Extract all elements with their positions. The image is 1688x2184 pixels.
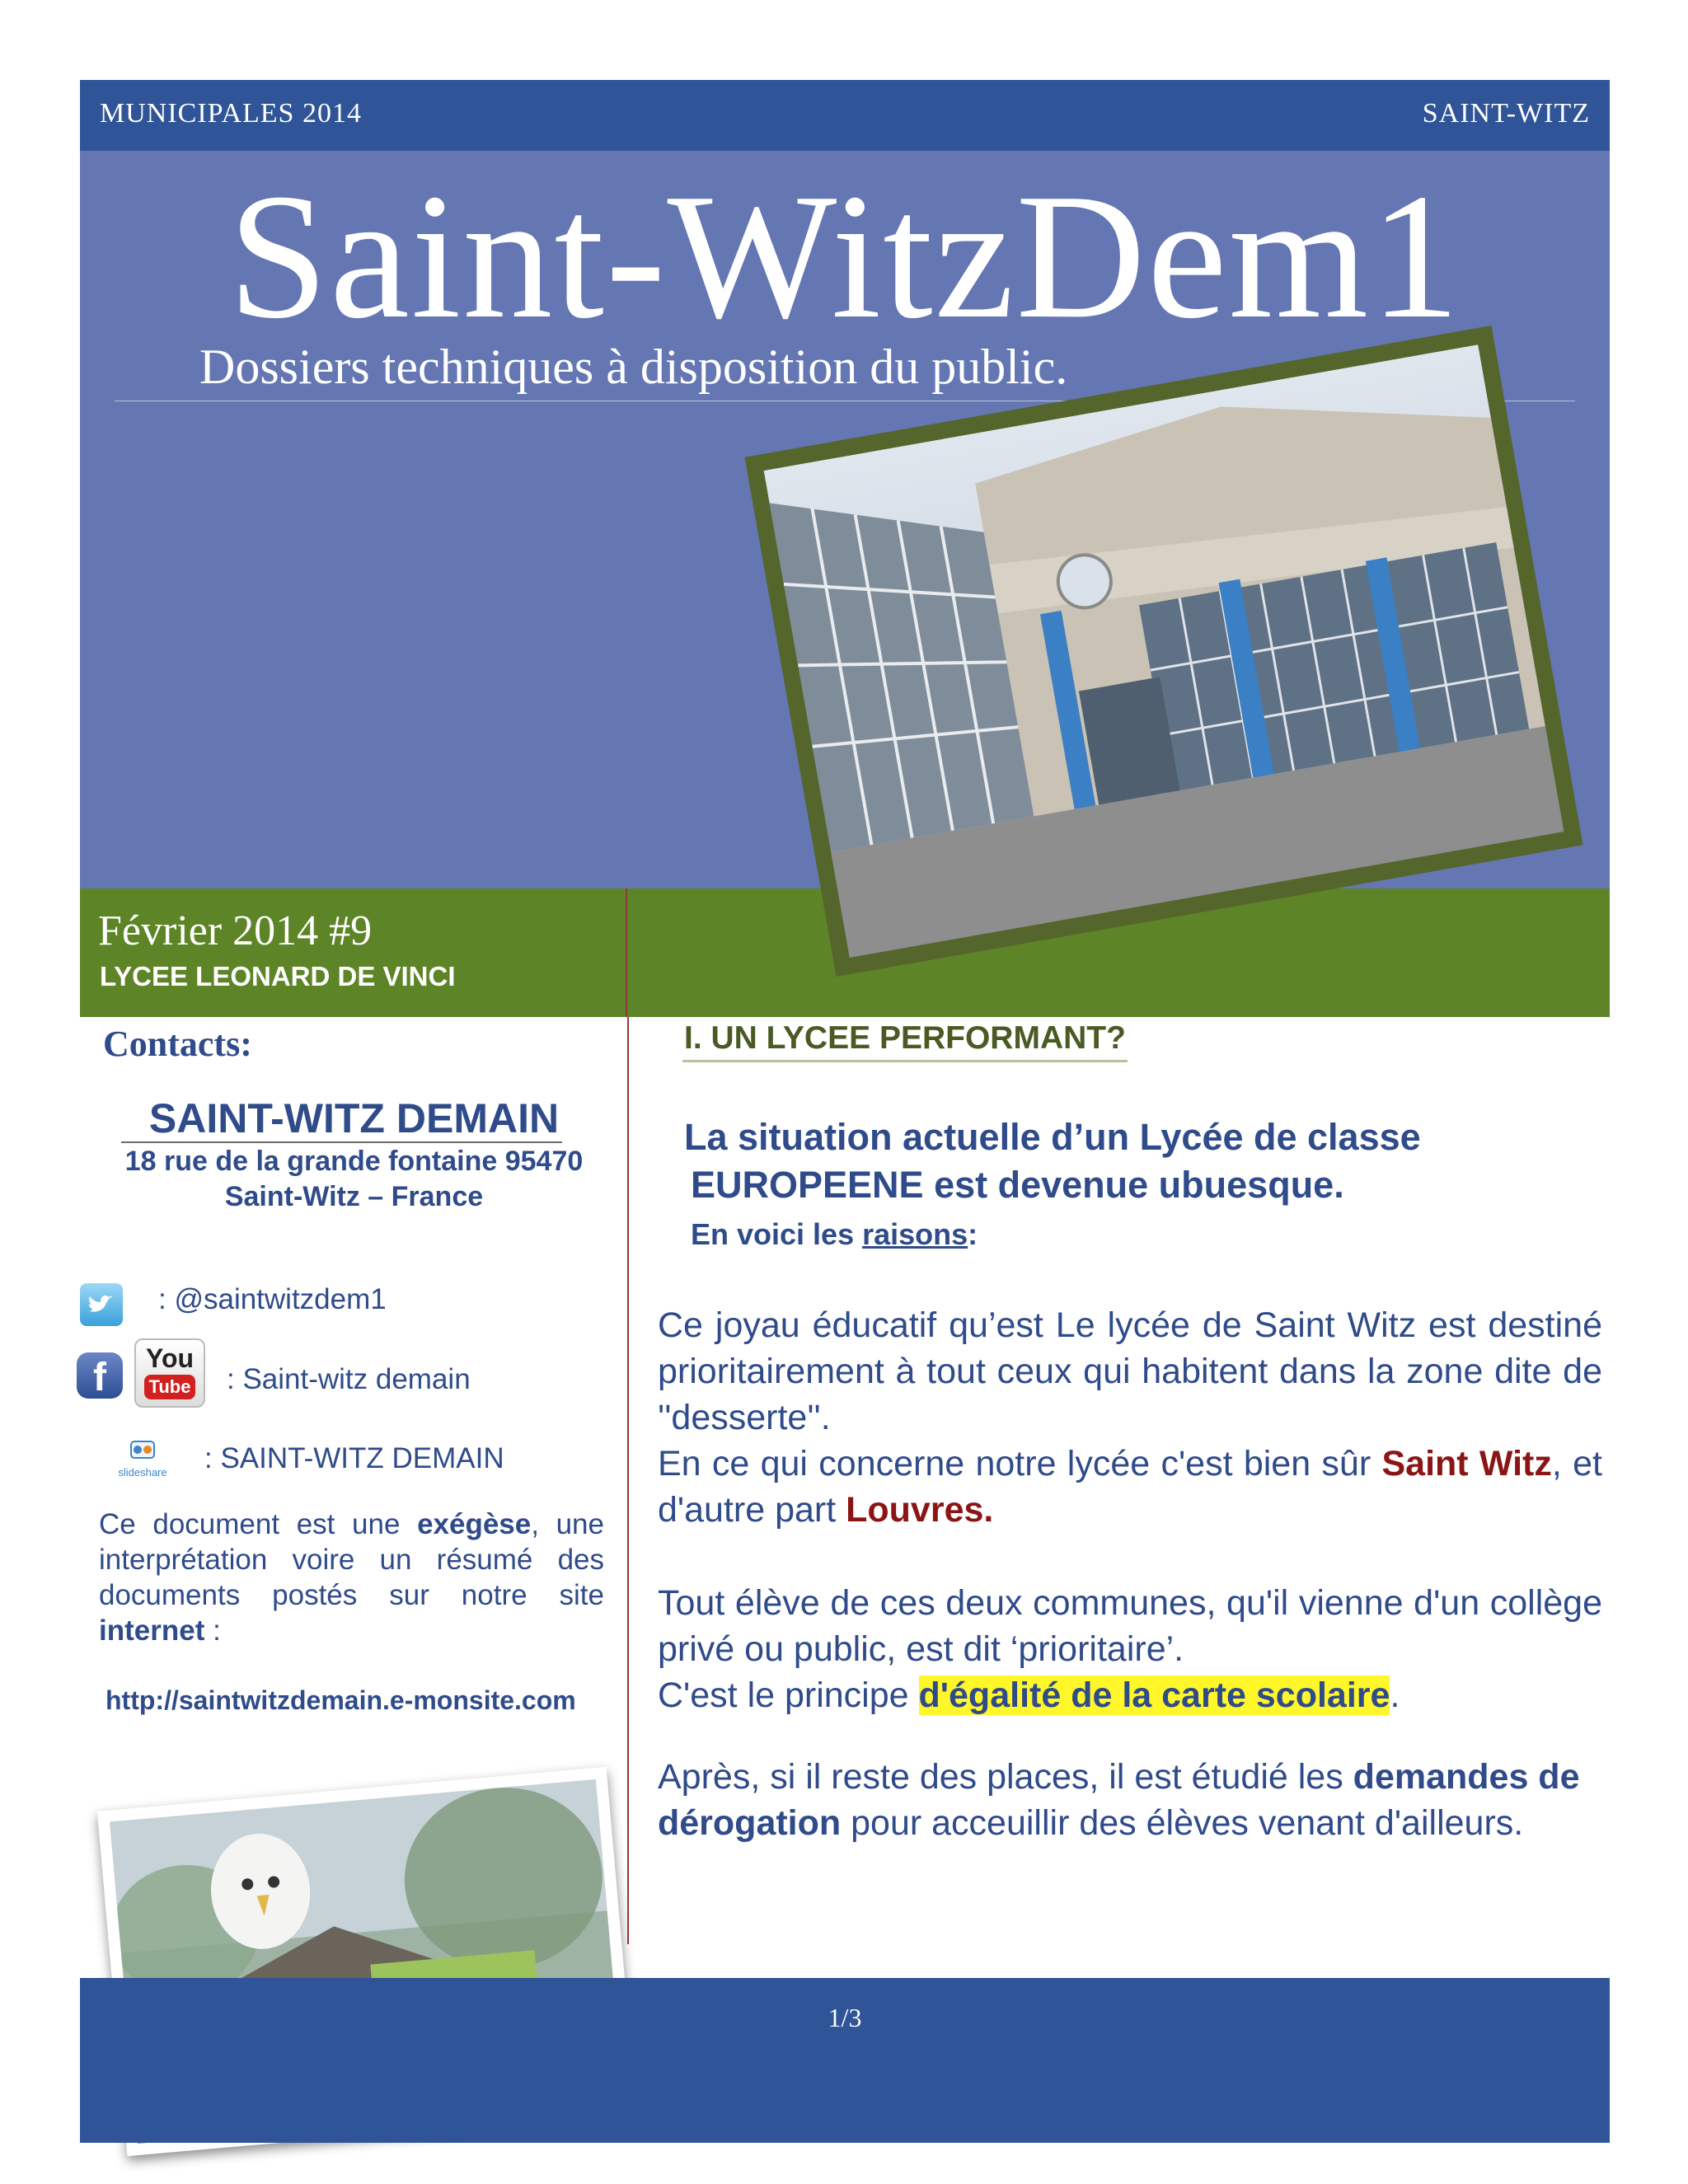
article-paragraph-3: Après, si il reste des places, il est étudié les demandes de dérogation pour acceuillir des élèves venant d'ailleurs. — [658, 1757, 1580, 1843]
article-paragraph-1: Ce joyau éducatif qu’est Le lycée de Saint Witz est destiné prioritairement à tout ceux qui habitent dans la zone dite de ''desserte''. En ce qui concerne notre lycée c'est bien sûr Saint Witz, et d'autre part Louvres. — [658, 1305, 1602, 1530]
address-line-1: 18 rue de la grande fontaine 95470 — [124, 1146, 584, 1177]
header-right-label: SAINT-WITZ — [1422, 98, 1590, 129]
band-divider — [626, 888, 627, 1017]
exegese-paragraph: Ce document est une exégèse, une interprétation voire un résumé des documents postés sur notre site internet : — [99, 1508, 604, 1647]
newsletter-title: Saint-WitzDem1 — [227, 157, 1462, 356]
organization-name: SAINT-WITZ DEMAIN — [148, 1095, 560, 1141]
lead-line-3: En voici les raisons: — [691, 1217, 978, 1251]
youtube-icon[interactable]: You Tube — [134, 1338, 205, 1408]
youtube-channel[interactable]: : Saint-witz demain — [227, 1363, 471, 1395]
lead-line-1: La situation actuelle d’un Lycée de classe — [684, 1116, 1421, 1158]
school-building-image — [764, 344, 1564, 958]
newsletter-subtitle: Dossiers techniques à disposition du public. — [199, 340, 1068, 394]
slideshare-icon[interactable] — [111, 1438, 174, 1484]
header-left-label: MUNICIPALES 2014 — [100, 98, 362, 129]
svg-text:slideshare: slideshare — [118, 1466, 167, 1479]
slideshare-account[interactable]: : SAINT-WITZ DEMAIN — [204, 1442, 504, 1474]
twitter-icon[interactable] — [80, 1283, 123, 1326]
lead-line-2: EUROPEENE est devenue ubuesque. — [691, 1164, 1344, 1206]
twitter-handle[interactable]: : @saintwitzdem1 — [158, 1283, 387, 1315]
page-number: 1/3 — [828, 2003, 862, 2032]
website-link[interactable]: http://saintwitzdemain.e-monsite.com — [106, 1685, 576, 1715]
footer-bar — [80, 1978, 1610, 2143]
contacts-heading: Contacts: — [103, 1024, 252, 1064]
issue-topic: LYCEE LEONARD DE VINCI — [100, 961, 456, 991]
address-line-2: Saint-Witz – France — [224, 1181, 484, 1212]
top-header-bar — [80, 80, 1610, 151]
section-title: I. UN LYCEE PERFORMANT? — [682, 1020, 1128, 1062]
issue-date: Février 2014 #9 — [98, 907, 373, 954]
organization-underline — [121, 1141, 562, 1143]
highlighted-phrase: d'égalité de la carte scolaire — [918, 1675, 1390, 1715]
article-paragraph-2: Tout élève de ces deux communes, qu'il vienne d'un collège privé ou public, est dit ‘prioritaire’. C'est le principe d'égalité de la carte scolaire. — [658, 1583, 1602, 1715]
facebook-icon[interactable]: f — [77, 1352, 123, 1399]
